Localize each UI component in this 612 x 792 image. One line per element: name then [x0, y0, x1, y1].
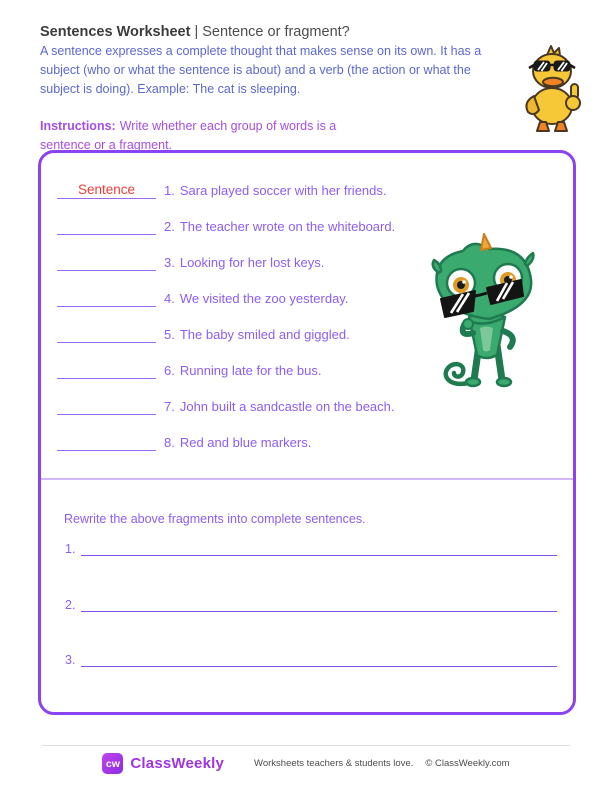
- worksheet-item: [57, 415, 395, 451]
- footer-copyright: © ClassWeekly.com: [425, 758, 510, 769]
- answer-blank-5[interactable]: [57, 323, 156, 343]
- rewrite-line-number: 3.: [65, 653, 76, 667]
- page-title-subtitle: Sentence or fragment?: [202, 23, 350, 40]
- description-text: [40, 42, 481, 99]
- answer-blank-6[interactable]: [57, 359, 156, 379]
- item-number: 7.: [164, 399, 175, 414]
- item-text: We visited the zoo yesterday.: [179, 291, 349, 306]
- item-text: Sara played soccer with her friends.: [179, 183, 387, 198]
- chameleon-mascot-icon: [423, 233, 549, 391]
- instructions-line2: sentence or a fragment.: [40, 138, 173, 152]
- item-text: Red and blue markers.: [179, 435, 312, 450]
- instructions-label: Instructions:: [40, 118, 116, 133]
- answer-blank-1[interactable]: [57, 179, 156, 199]
- worksheet-item: [57, 307, 395, 343]
- rewrite-line-1: [65, 540, 557, 556]
- example-answer: Sentence: [77, 182, 136, 197]
- instructions-line1: Write whether each group of words is a: [119, 118, 337, 133]
- rewrite-line-number: 1.: [65, 542, 76, 556]
- footer-tagline: Worksheets teachers & students love.: [254, 758, 414, 769]
- item-text: Looking for her lost keys.: [179, 255, 325, 270]
- answer-blank-7[interactable]: [57, 395, 156, 415]
- worksheet-item: [57, 199, 395, 235]
- item-number: 2.: [164, 219, 175, 234]
- page-title: [40, 24, 350, 40]
- item-number: 6.: [164, 363, 175, 378]
- sentence-items-list: [57, 163, 395, 451]
- rewrite-write-area-2[interactable]: [81, 595, 557, 612]
- section-divider: [41, 478, 573, 480]
- rewrite-line-number: 2.: [65, 598, 76, 612]
- page-title-bold: Sentences Worksheet: [40, 23, 191, 40]
- footer: [0, 753, 612, 774]
- item-number: 8.: [164, 435, 175, 450]
- rewrite-write-area-3[interactable]: [81, 650, 557, 667]
- description-line: subject (who or what the sentence is about) and a verb (the action or what the: [40, 63, 471, 77]
- answer-blank-3[interactable]: [57, 251, 156, 271]
- item-number: 1.: [164, 183, 175, 198]
- item-number: 3.: [164, 255, 175, 270]
- brand-name: ClassWeekly: [130, 755, 225, 772]
- worksheet-box: [38, 150, 576, 715]
- item-text: Running late for the bus.: [179, 363, 322, 378]
- answer-blank-2[interactable]: [57, 215, 156, 235]
- item-text: John built a sandcastle on the beach.: [179, 399, 395, 414]
- rewrite-line-3: [65, 651, 557, 667]
- rewrite-prompt: Rewrite the above fragments into complete sentences.: [64, 511, 366, 526]
- worksheet-item: [57, 271, 395, 307]
- duck-mascot-icon: [514, 44, 594, 134]
- item-text: The teacher wrote on the whiteboard.: [179, 219, 396, 234]
- footer-divider: [42, 745, 570, 746]
- rewrite-line-2: [65, 596, 557, 612]
- item-number: 4.: [164, 291, 175, 306]
- answer-blank-8[interactable]: [57, 431, 156, 451]
- rewrite-write-area-1[interactable]: [81, 539, 557, 556]
- classweekly-logo-icon: cw: [102, 753, 123, 774]
- description-line: A sentence expresses a complete thought that makes sense on its own. It has a: [40, 44, 482, 58]
- item-number: 5.: [164, 327, 175, 342]
- worksheet-item: [57, 379, 395, 415]
- item-text: The baby smiled and giggled.: [179, 327, 350, 342]
- page-title-separator: |: [194, 23, 199, 40]
- worksheet-item: [57, 163, 395, 199]
- worksheet-item: [57, 235, 395, 271]
- worksheet-item: [57, 343, 395, 379]
- description-line: subject is doing). Example: The cat is sleeping.: [40, 82, 301, 96]
- answer-blank-4[interactable]: [57, 287, 156, 307]
